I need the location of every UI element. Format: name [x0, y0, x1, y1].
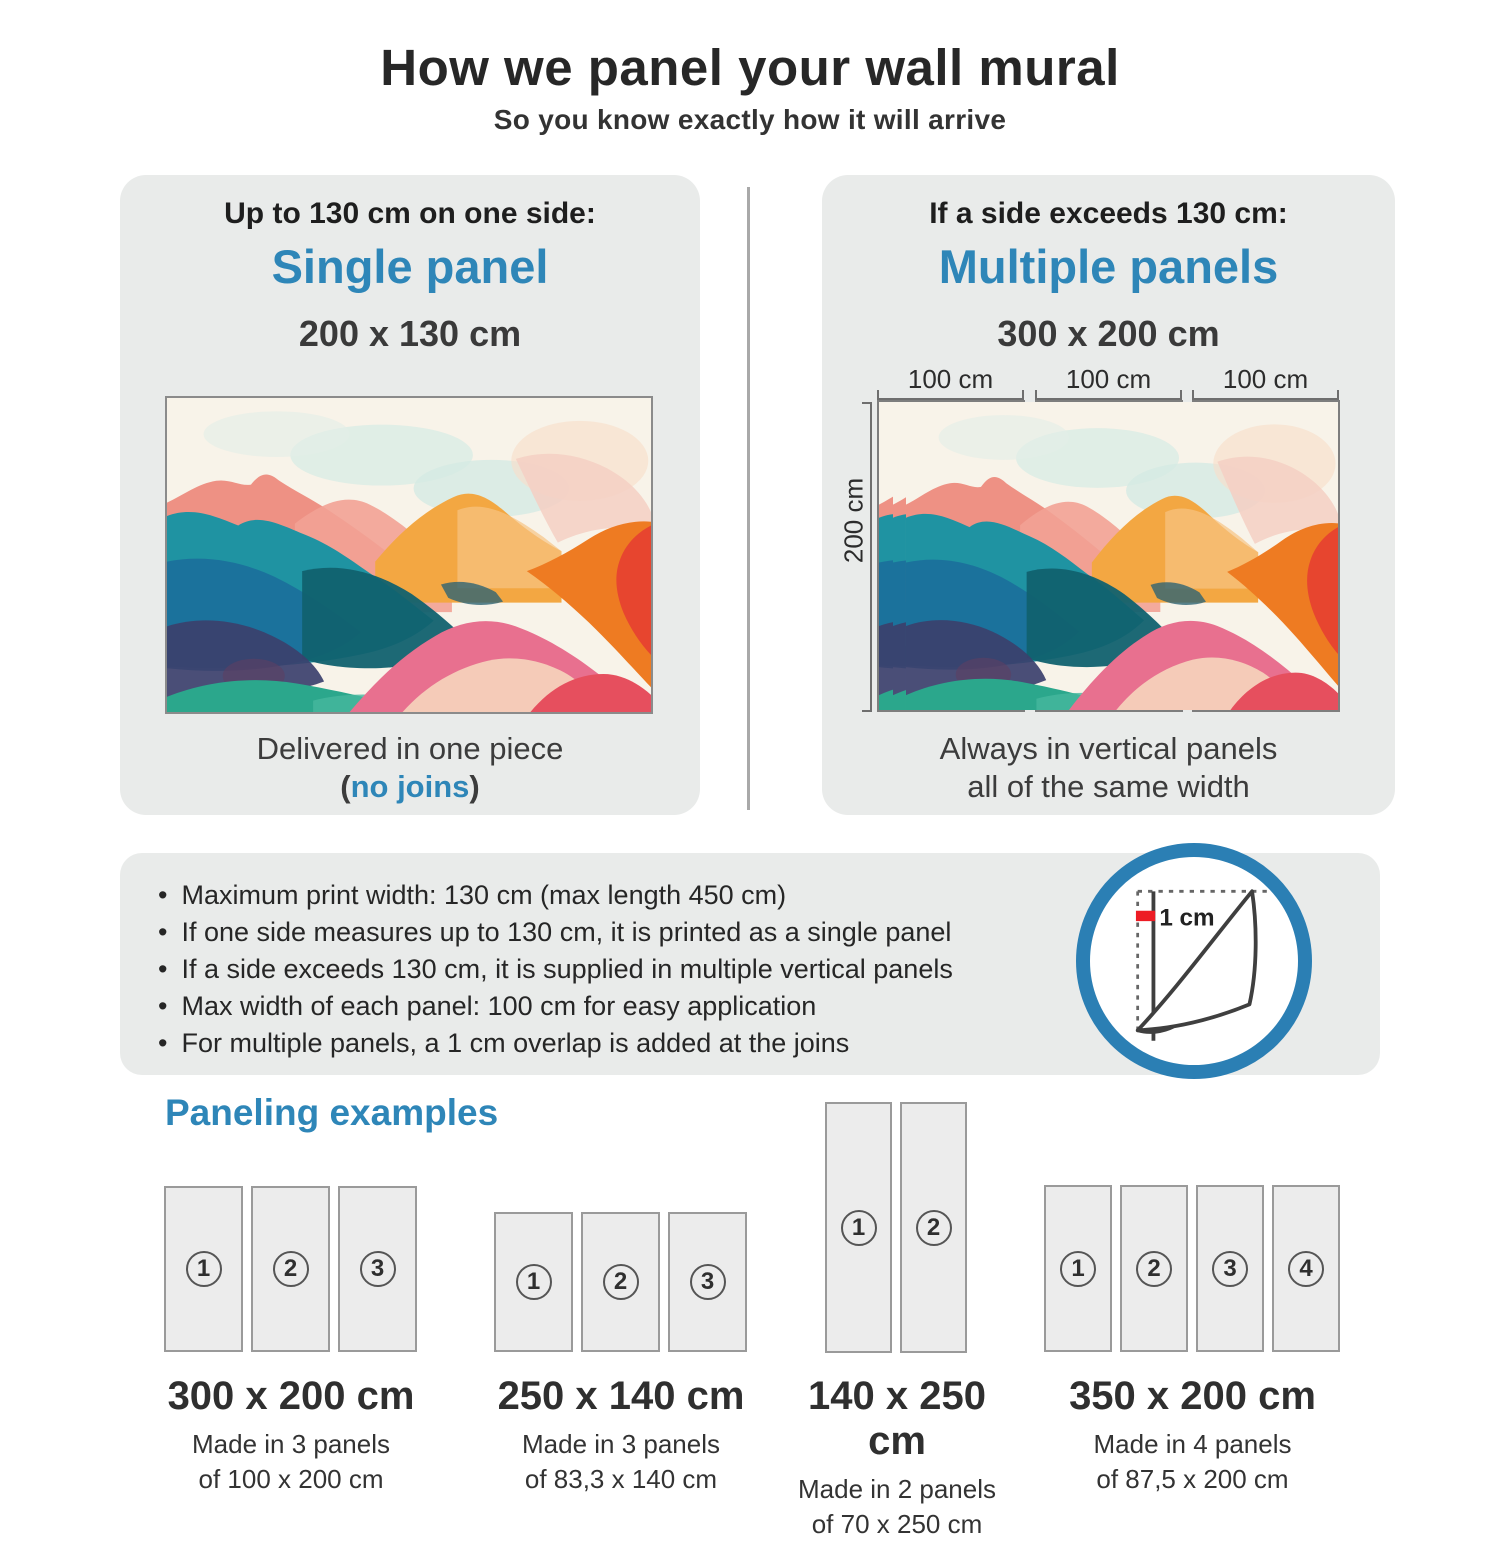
width-label-1: 100 cm [907, 364, 994, 394]
example-panel [900, 1102, 967, 1353]
example-detail-line: Made in 3 panels [521, 1429, 721, 1459]
example-detail [164, 1427, 418, 1497]
single-card-name: Single panel [271, 240, 549, 293]
example-size: 300 x 200 cm [167, 1374, 415, 1418]
bullet-list [158, 877, 953, 1062]
no-joins-text: no joins [350, 769, 470, 804]
example-caption [164, 1374, 418, 1497]
panel-number-badge: 1 [1060, 1251, 1096, 1287]
example-panel [1120, 1185, 1188, 1352]
example-detail [494, 1427, 748, 1497]
example-panel [164, 1186, 243, 1352]
example-detail-line: of 87,5 x 200 cm [1096, 1464, 1289, 1494]
vertical-divider [747, 187, 750, 810]
panel-number-badge: 2 [916, 1210, 952, 1246]
example-detail-line: Made in 3 panels [191, 1429, 391, 1459]
example-size: 250 x 140 cm [497, 1374, 745, 1418]
bullet-item: • Maximum print width: 130 cm (max length 450 cm) [158, 877, 953, 914]
example-detail [1044, 1427, 1341, 1497]
overlap-label: 1 cm [1159, 904, 1215, 932]
example-size: 350 x 200 cm [1069, 1374, 1316, 1418]
example-caption [494, 1374, 748, 1497]
example-panel [1044, 1185, 1112, 1352]
bullet-item: • If one side measures up to 130 cm, it is printed as a single panel [158, 914, 953, 951]
example-detail-line: Made in 2 panels [797, 1474, 997, 1504]
multi-card-name: Multiple panels [938, 240, 1279, 293]
width-label-2: 100 cm [1065, 364, 1152, 394]
height-bracket [862, 402, 872, 712]
example-size: 140 x 250 cm [808, 1374, 986, 1463]
example-caption [1044, 1374, 1341, 1497]
example-panel [494, 1212, 573, 1352]
example-detail [790, 1472, 1004, 1542]
example-panel [338, 1186, 417, 1352]
panel-number-badge: 3 [1212, 1251, 1248, 1287]
example-panel [668, 1212, 747, 1352]
multi-card-caption-2: all of the same width [967, 769, 1250, 804]
mural-panel-3 [1192, 400, 1340, 712]
width-bracket-3 [1192, 390, 1339, 400]
panel-number-badge: 3 [690, 1264, 726, 1300]
multi-card-size: 300 x 200 cm [997, 313, 1220, 354]
single-card-condition: Up to 130 cm on one side: [224, 197, 596, 230]
width-bracket-1 [877, 390, 1024, 400]
overlap-circle-icon [1076, 843, 1312, 1079]
example-panel [1272, 1185, 1340, 1352]
bullet-item: • Max width of each panel: 100 cm for easy application [158, 988, 953, 1025]
panel-number-badge: 4 [1288, 1251, 1324, 1287]
single-card-size: 200 x 130 cm [298, 313, 522, 354]
panel-number-badge: 1 [186, 1251, 222, 1287]
bullet-item: • If a side exceeds 130 cm, it is supplied in multiple vertical panels [158, 951, 953, 988]
panel-number-badge: 2 [1136, 1251, 1172, 1287]
example-detail-line: of 83,3 x 140 cm [524, 1464, 718, 1494]
paren-open: ( [340, 769, 351, 804]
single-card-caption: Delivered in one piece [256, 731, 564, 766]
paren-close: ) [469, 769, 480, 804]
multi-card-caption-1: Always in vertical panels [939, 731, 1278, 766]
single-panel-card [120, 175, 700, 815]
examples-heading: Paneling examples [165, 1092, 499, 1133]
example-panel [825, 1102, 892, 1353]
multi-card-condition: If a side exceeds 130 cm: [929, 197, 1288, 230]
panel-number-badge: 3 [360, 1251, 396, 1287]
single-card-caption-joins [120, 769, 700, 805]
mural-image [165, 396, 653, 714]
example-detail-line: Made in 4 panels [1093, 1429, 1292, 1459]
example-panel [1196, 1185, 1264, 1352]
multiple-panels-card [822, 175, 1395, 815]
bullet-item: • For multiple panels, a 1 cm overlap is added at the joins [158, 1025, 953, 1062]
example-caption [790, 1374, 1004, 1542]
panel-number-badge: 2 [273, 1251, 309, 1287]
width-bracket-2 [1035, 390, 1182, 400]
panel-number-badge: 1 [841, 1210, 877, 1246]
width-label-3: 100 cm [1222, 364, 1309, 394]
page-title: How we panel your wall mural [380, 39, 1120, 96]
example-panel [581, 1212, 660, 1352]
panel-number-badge: 2 [603, 1264, 639, 1300]
height-label: 200 cm [838, 477, 869, 564]
overlap-curl-icon [1090, 857, 1298, 1065]
panel-number-badge: 1 [516, 1264, 552, 1300]
example-detail-line: of 70 x 250 cm [811, 1509, 983, 1539]
example-detail-line: of 100 x 200 cm [198, 1464, 384, 1494]
example-panel [251, 1186, 330, 1352]
page-subtitle: So you know exactly how it will arrive [493, 104, 1007, 135]
